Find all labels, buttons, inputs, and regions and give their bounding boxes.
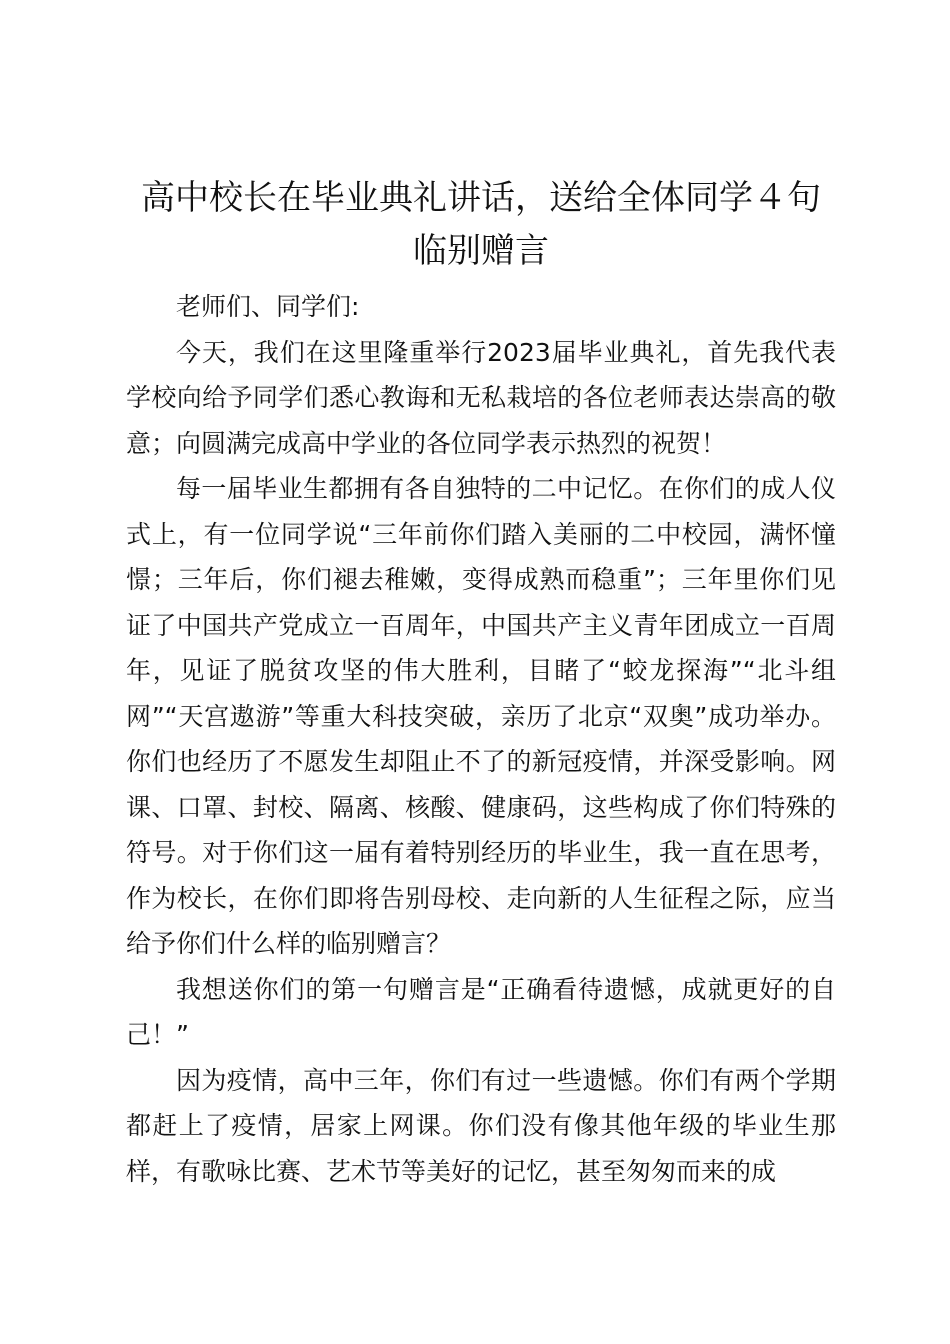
document-page <box>126 172 836 1194</box>
first-advice-paragraph: 我想送你们的第一句赠言是“正确看待遗憾，成就更好的自己！” <box>126 974 836 1049</box>
regret-paragraph: 因为疫情，高中三年，你们有过一些遗憾。你们有两个学期都赶上了疫情，居家上网课。你们没有像其他年级的毕业生那样，有歌咏比赛、艺术节等美好的记忆，甚至匆匆而来的成 <box>126 1065 836 1186</box>
document-body <box>126 284 836 1194</box>
document-title: 高中校长在毕业典礼讲话，送给全体同学４句临别赠言 <box>141 178 821 271</box>
memories-paragraph: 每一届毕业生都拥有各自独特的二中记忆。在你们的成人仪式上，有一位同学说“三年前你们踏入美丽的二中校园，满怀憧憬；三年后，你们褪去稚嫩，变得成熟而稳重”；三年里你们见证了中国共产党成立一百周年，中国共产主义青年团成立一百周年，见证了脱贫攻坚的伟大胜利，目睹了“蛟龙探海”“北斗组网”“天宫遨游”等重大科技突破，亲历了北京“双奥”成功举办。你们也经历了不愿发生却阻止不了的新冠疫情，并深受影响。网课、口罩、封校、隔离、核酸、健康码，这些构成了你们特殊的符号。对于你们这一届有着特别经历的毕业生，我一直在思考，作为校长，在你们即将告别母校、走向新的人生征程之际，应当给予你们什么样的临别赠言？ <box>126 474 836 958</box>
opening-paragraph: 今天，我们在这里隆重举行2023届毕业典礼，首先我代表学校向给予同学们悉心教诲和无私栽培的各位老师表达崇高的敬意；向圆满完成高中学业的各位同学表示热烈的祝贺！ <box>126 337 836 458</box>
salutation-paragraph: 老师们、同学们: <box>176 292 360 321</box>
